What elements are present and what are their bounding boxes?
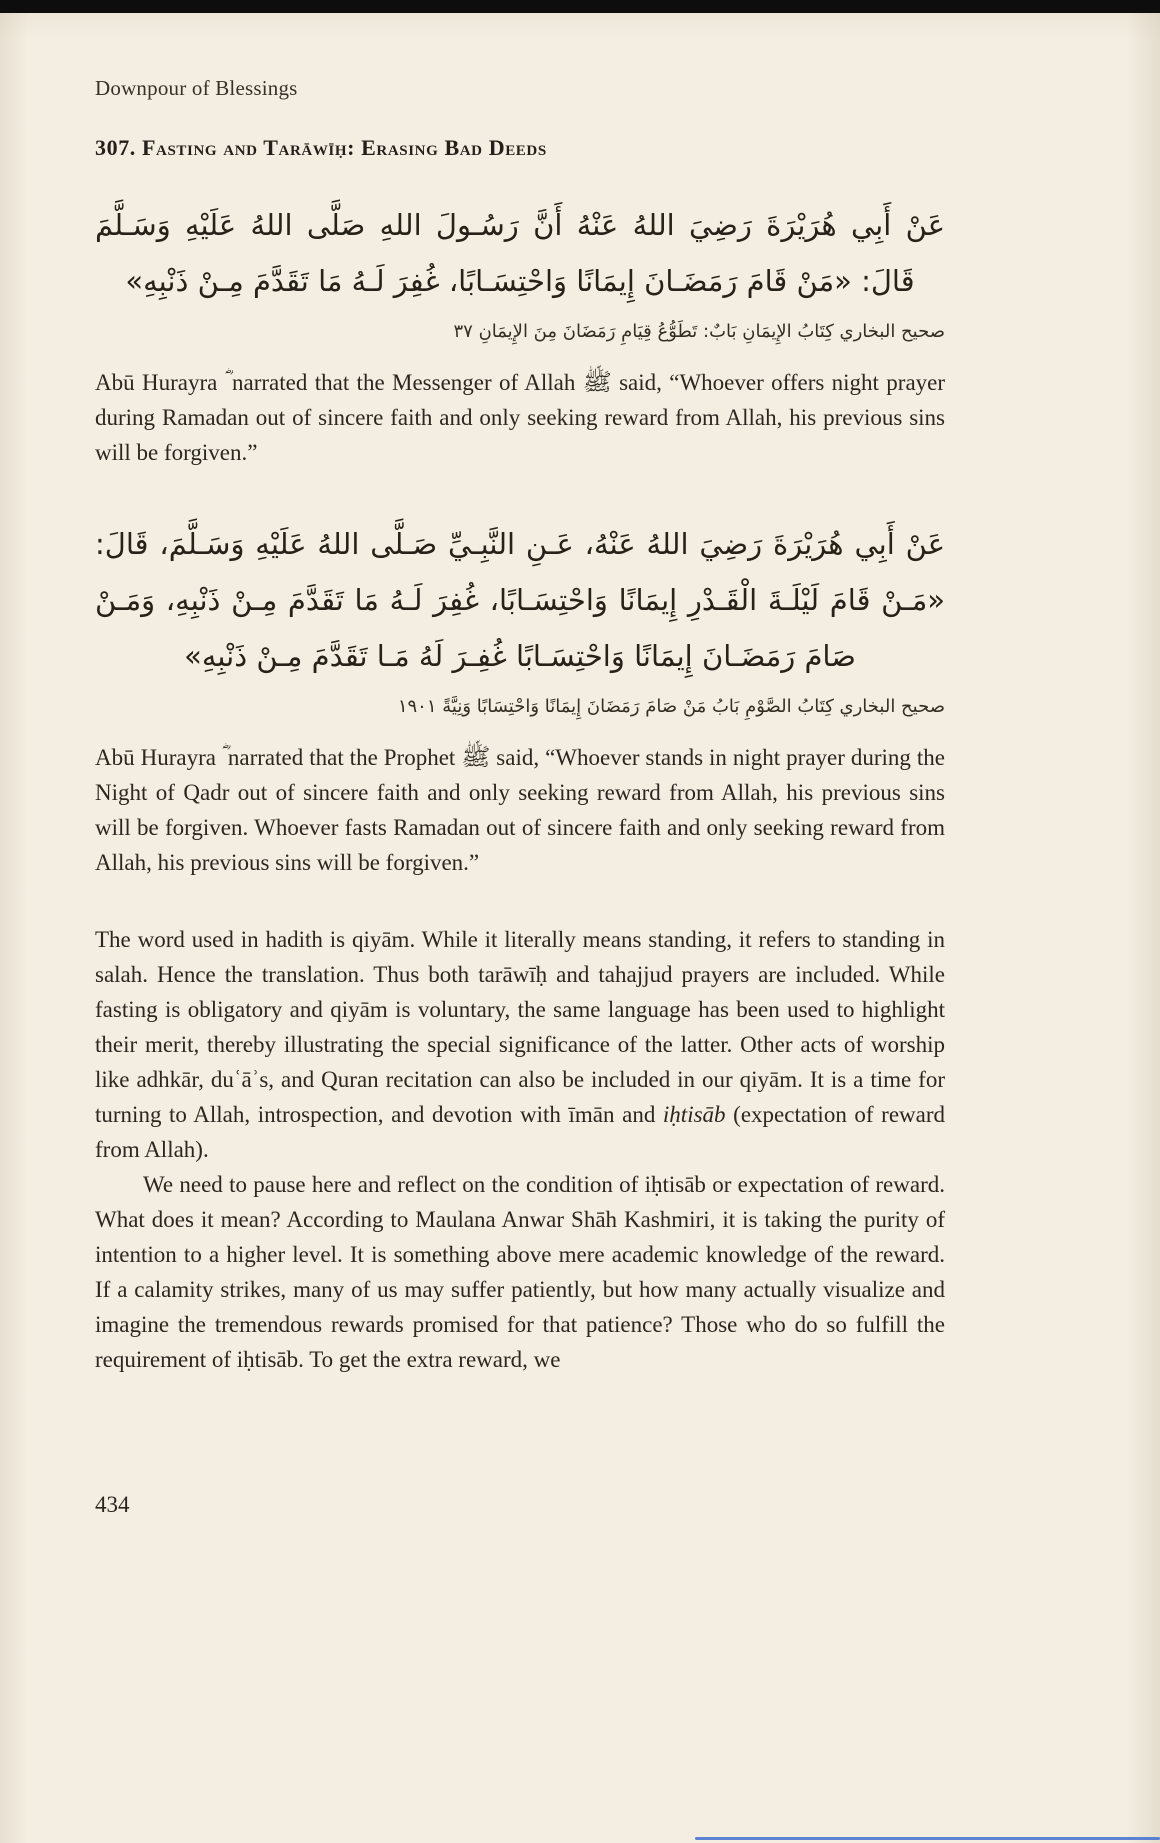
- section-heading: 307. Fasting and Tarāwīḥ: Erasing Bad Deeds: [95, 135, 547, 160]
- sallallahu-alayhi-wasallam-icon: ﷺ: [461, 743, 491, 771]
- commentary-1-text-a: The word used in hadith is qiyām. While it literally means standing, it refers to standing in salah. Hence the translation. Thus both tarāwīḥ and tahajjud prayers are included. While fasting is obligatory and qiyām is voluntary, the same language has been used to highlight their merit, thereby illustrating the special significance of the latter. Other acts of worship like adhkār, duʿāʾs, and Quran recitation can also be included in our qiyām. It is a time for turning to Allah, introspection, and devotion with īmān and: [95, 927, 945, 1127]
- hadith-1-arabic-text: عَنْ أَبِي هُرَيْرَةَ رَضِيَ اللهُ عَنْهُ أَنَّ رَسُـولَ اللهِ صَلَّى اللهُ عَلَيْهِ وَسَـلَّمَ قَالَ: «مَنْ قَامَ رَمَضَـانَ إِيمَانًا وَاحْتِسَـابًا، غُفِرَ لَـهُ مَا تَقَدَّمَ مِـنْ ذَنْبِهِ»: [95, 208, 945, 298]
- hadith-2-arabic-text: عَنْ أَبِي هُرَيْرَةَ رَضِيَ اللهُ عَنْهُ، عَـنِ النَّبِـيِّ صَـلَّى اللهُ عَلَيْهِ وَسَـلَّمَ، قَالَ: «مَـنْ قَامَ لَيْلَـةَ الْقَـدْرِ إِيمَانًا وَاحْتِسَـابًا، غُفِرَ لَـهُ مَا تَقَدَّمَ مِـنْ ذَنْبِهِ، وَمَـنْ صَامَ رَمَضَـانَ إِيمَانًا وَاحْتِسَـابًا غُفِـرَ لَهُ مَـا تَقَدَّمَ مِـنْ ذَنْبِهِ»: [95, 527, 945, 673]
- translation-1-lead: Abū Hurayra: [95, 370, 218, 395]
- sallallahu-alayhi-wasallam-icon: ﷺ: [582, 368, 612, 396]
- page-number: 434: [95, 1492, 130, 1517]
- commentary-1-text-b: (expectation of reward from Allah).: [95, 1102, 946, 1162]
- translation-1-quote: said, “Whoever offers night prayer during Ramadan out of sincere faith and only seeking reward from Allah, his previous sins will be forgiven.”: [95, 370, 946, 465]
- hadith-1-translation: [95, 365, 945, 470]
- hadith-1-source-reference: صحيح البخاري كِتَابُ الإِيمَانِ بَابٌ: تَطَوُّعُ قِيَامِ رَمَضَانَ مِنَ الإِيمَانِ ٣٧: [453, 321, 945, 342]
- hadith-2-source-reference: صحيح البخاري كِتَابُ الصَّوْمِ بَابُ مَنْ صَامَ رَمَضَانَ إِيمَانًا وَاحْتِسَابًا وَنِيَّةً ١٩٠١: [397, 696, 945, 717]
- commentary-section: [95, 922, 945, 1377]
- commentary-1-italic-term: iḥtisāb: [662, 1102, 726, 1127]
- commentary-paragraph-2: We need to pause here and reflect on the condition of iḥtisāb or expectation of reward. What does it mean? According to Maulana Anwar Shāh Kashmiri, it is taking the purity of intention to a higher level. It is something above mere academic knowledge of the reward. If a calamity strikes, many of us may suffer patiently, but how many actually visualize and imagine the tremendous rewards promised for that patience? Those who do so fulfill the requirement of iḥtisāb. To get the extra reward, we: [95, 1172, 945, 1372]
- translation-2-mid: narrated that the Prophet: [227, 745, 456, 770]
- scan-bottom-pen-line: [695, 1837, 1160, 1840]
- running-header: Downpour of Blessings: [95, 76, 298, 100]
- translation-2-lead: Abū Hurayra: [95, 745, 216, 770]
- translation-1-mid: narrated that the Messenger of Allah: [232, 370, 576, 395]
- scan-top-edge: [0, 0, 1160, 13]
- hadith-2-translation: [95, 740, 945, 880]
- commentary-paragraph-1: [95, 922, 945, 1167]
- translation-2-quote: said, “Whoever stands in night prayer during the Night of Qadr out of sincere faith and only seeking reward from Allah, his previous sins will be forgiven. Whoever fasts Ramadan out of sincere faith and only seeking reward from Allah, his previous sins will be forgiven.”: [95, 745, 945, 875]
